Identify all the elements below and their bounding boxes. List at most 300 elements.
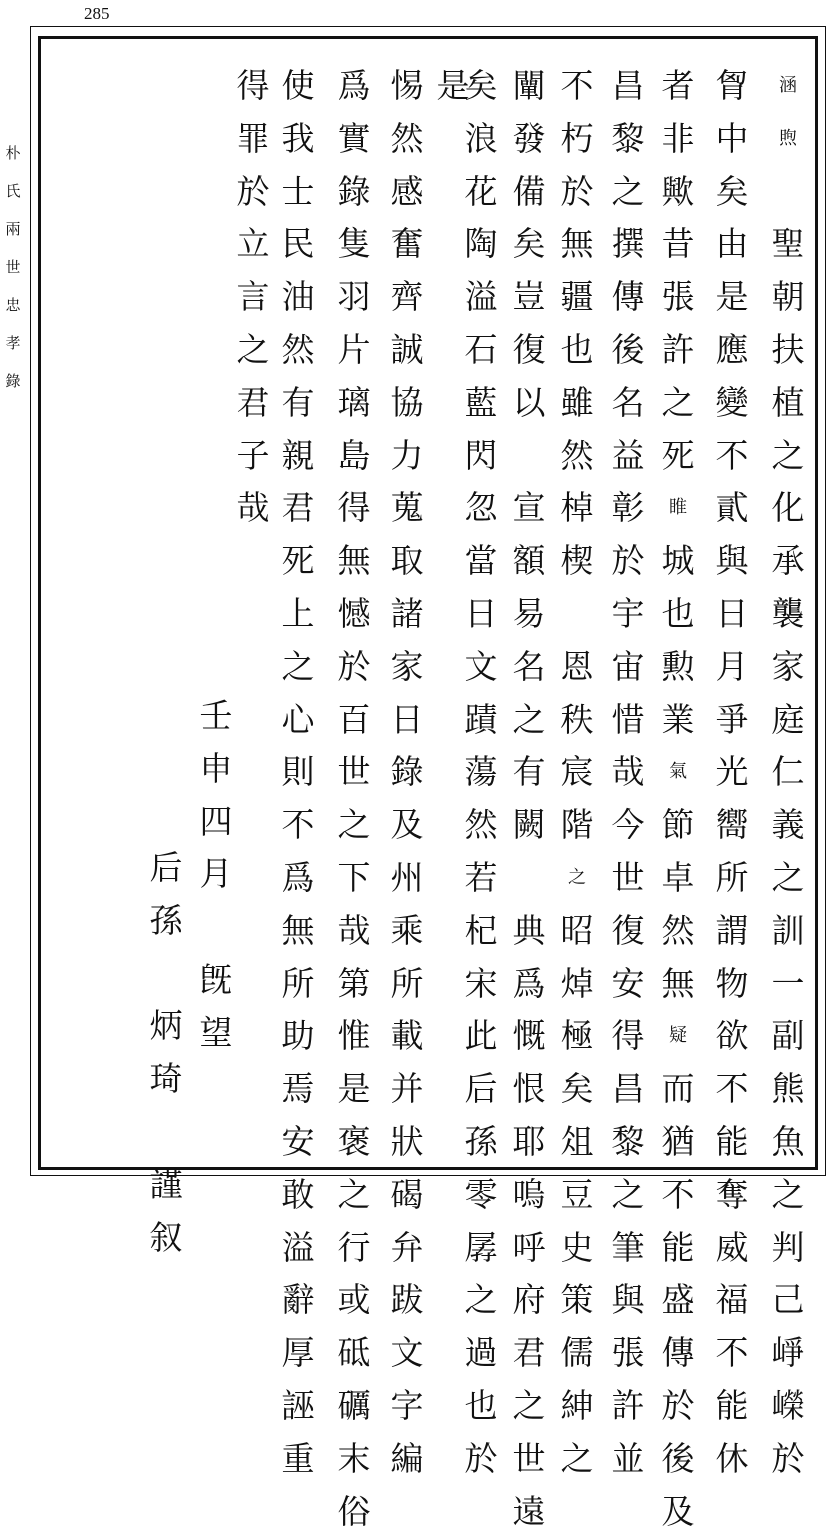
text-char: 心 (281, 699, 315, 739)
text-char: 爭 (715, 699, 749, 739)
text-char: 筆 (611, 1227, 645, 1267)
text-char: 安 (281, 1121, 315, 1161)
text-char: 矣 (560, 1069, 594, 1109)
text-char: 是 (337, 1069, 371, 1109)
text-char: 過 (464, 1333, 498, 1373)
signature-char: 琦 (149, 1059, 183, 1099)
text-char: 疆 (560, 277, 594, 317)
text-char: 中 (715, 118, 749, 158)
text-char: 義 (771, 805, 805, 845)
text-char: 無 (661, 963, 695, 1003)
text-column (652, 60, 704, 1538)
text-char: 與 (611, 1280, 645, 1320)
text-char: 惜 (611, 699, 645, 739)
text-char: 當 (464, 541, 498, 581)
text-char: 楔 (560, 541, 594, 581)
text-char: 協 (390, 382, 424, 422)
text-char: 者 (661, 66, 695, 105)
text-char: 於 (337, 646, 371, 686)
text-char: 及 (390, 805, 424, 845)
text-char: 俎 (560, 1121, 594, 1161)
text-char: 是 (715, 277, 749, 317)
text-char: 孱 (464, 1227, 498, 1267)
text-char: 昔 (661, 224, 695, 264)
text-char: 得 (611, 1016, 645, 1056)
text-char: 君 (236, 382, 270, 422)
text-char: 恩 (560, 646, 594, 686)
text-char: 氣 (669, 761, 687, 783)
text-char (503, 852, 555, 905)
signature-char: 炳 (149, 1006, 183, 1046)
text-column (551, 60, 603, 1486)
text-char: 欲 (715, 1016, 749, 1056)
text-char: 乘 (390, 910, 424, 950)
text-char: 也 (464, 1385, 498, 1425)
text-char: 聖 (771, 224, 805, 264)
text-char: 所 (281, 963, 315, 1003)
text-char: 之 (771, 435, 805, 475)
text-char: 一 (771, 963, 805, 1003)
text-char: 於 (464, 1438, 498, 1478)
text-char: 百 (337, 699, 371, 739)
text-column (227, 60, 279, 535)
text-char: 閃 (464, 435, 498, 475)
text-char: 並 (611, 1438, 645, 1478)
text-char: 策 (560, 1280, 594, 1320)
text-char: 碣 (390, 1174, 424, 1214)
text-char: 於 (611, 541, 645, 581)
text-char: 諸 (390, 593, 424, 633)
text-char: 仁 (771, 752, 805, 792)
text-char: 家 (771, 646, 805, 686)
text-column (602, 60, 654, 1486)
text-char: 而 (661, 1069, 695, 1109)
text-char: 然 (661, 910, 695, 950)
signature-char (140, 948, 192, 1001)
text-char: 化 (771, 488, 805, 528)
text-char: 嚮 (715, 805, 749, 845)
text-char: 不 (560, 66, 594, 105)
text-char: 之 (512, 699, 546, 739)
text-char: 昌 (611, 66, 645, 105)
text-char: 休 (715, 1438, 749, 1478)
text-char: 威 (715, 1227, 749, 1267)
text-char: 齊 (390, 277, 424, 317)
text-char: 朽 (560, 118, 594, 158)
text-char: 於 (661, 1385, 695, 1425)
text-char: 跋 (390, 1280, 424, 1320)
signature-char (190, 901, 242, 954)
text-char: 朝 (771, 277, 805, 317)
text-char: 彰 (611, 488, 645, 528)
text-char: 得 (236, 66, 270, 105)
text-char: 家 (390, 646, 424, 686)
text-char: 宸 (560, 752, 594, 792)
text-char: 階 (560, 805, 594, 845)
text-char: 花 (464, 171, 498, 211)
signature-char: 旣 (199, 959, 233, 999)
text-column (427, 60, 479, 113)
text-char: 歟 (661, 171, 695, 211)
text-column (503, 60, 555, 1538)
text-char: 砥 (337, 1333, 371, 1373)
text-char: 盛 (661, 1280, 695, 1320)
text-char: 之 (560, 1438, 594, 1478)
text-char: 光 (715, 752, 749, 792)
text-char: 煦 (779, 127, 797, 149)
text-char: 片 (337, 329, 371, 369)
text-char: 君 (281, 488, 315, 528)
text-char: 哉 (611, 752, 645, 792)
text-char: 於 (771, 1438, 805, 1478)
text-char: 能 (661, 1227, 695, 1267)
text-char: 所 (715, 857, 749, 897)
text-char: 矣 (464, 66, 498, 105)
side-title-char: 朴 (5, 144, 21, 162)
text-char: 節 (661, 805, 695, 845)
text-char: 爲 (512, 963, 546, 1003)
text-char: 府 (512, 1280, 546, 1320)
text-char: 庭 (771, 699, 805, 739)
text-char: 若 (464, 857, 498, 897)
text-char: 島 (337, 435, 371, 475)
signature-char: 壬 (199, 696, 233, 735)
text-char: 然 (281, 329, 315, 369)
text-char (503, 430, 555, 483)
text-char: 杞 (464, 910, 498, 950)
text-char: 業 (661, 699, 695, 739)
text-char: 紳 (560, 1385, 594, 1425)
text-char: 世 (337, 752, 371, 792)
text-char: 闕 (512, 805, 546, 845)
text-char: 判 (771, 1227, 805, 1267)
text-char: 無 (281, 910, 315, 950)
text-char: 恨 (512, 1069, 546, 1109)
text-char: 極 (560, 1016, 594, 1056)
signature-char: 望 (199, 1012, 233, 1052)
text-char: 慨 (512, 1016, 546, 1056)
text-char: 城 (661, 541, 695, 581)
text-char: 士 (281, 171, 315, 211)
text-char: 與 (715, 541, 749, 581)
text-char: 猶 (661, 1121, 695, 1161)
text-char: 奮 (390, 224, 424, 264)
side-title-char: 忠 (5, 296, 21, 314)
text-char: 第 (337, 963, 371, 1003)
text-char: 宇 (611, 593, 645, 633)
text-char: 復 (611, 910, 645, 950)
text-char: 應 (715, 329, 749, 369)
text-char: 傳 (611, 277, 645, 317)
text-char: 勲 (661, 646, 695, 686)
text-char: 變 (715, 382, 749, 422)
text-char: 也 (560, 329, 594, 369)
text-char: 許 (661, 329, 695, 369)
text-char: 親 (281, 435, 315, 475)
text-char: 以 (512, 382, 546, 422)
text-char: 死 (661, 435, 695, 475)
text-char: 之 (337, 1174, 371, 1214)
text-char: 末 (337, 1438, 371, 1478)
text-char: 辭 (281, 1280, 315, 1320)
text-char: 史 (560, 1227, 594, 1267)
text-char: 卓 (661, 857, 695, 897)
text-char: 下 (337, 857, 371, 897)
text-char: 得 (337, 488, 371, 528)
text-char: 爲 (281, 857, 315, 897)
text-char: 耶 (512, 1121, 546, 1161)
text-char: 焯 (560, 963, 594, 1003)
text-char: 溢 (281, 1227, 315, 1267)
text-column (455, 60, 507, 1486)
text-column (706, 60, 758, 1486)
signature-char: 后 (149, 848, 183, 887)
text-char: 典 (512, 910, 546, 950)
text-char: 之 (771, 1174, 805, 1214)
text-char: 安 (611, 963, 645, 1003)
text-char: 蹟 (464, 699, 498, 739)
text-char: 非 (661, 118, 695, 158)
side-title-char: 氏 (5, 182, 21, 200)
text-char: 不 (715, 1333, 749, 1373)
text-char: 許 (611, 1385, 645, 1425)
text-char: 之 (281, 646, 315, 686)
text-char: 豈 (512, 277, 546, 317)
text-char: 則 (281, 752, 315, 792)
text-char: 闡 (512, 66, 546, 105)
text-column (762, 60, 814, 1486)
text-char: 然 (390, 118, 424, 158)
text-char: 雖 (560, 382, 594, 422)
text-char: 陶 (464, 224, 498, 264)
text-char: 宣 (512, 488, 546, 528)
text-char: 憾 (337, 593, 371, 633)
text-char: 日 (390, 699, 424, 739)
text-char: 蕩 (464, 752, 498, 792)
text-char: 能 (715, 1385, 749, 1425)
text-char: 錄 (337, 171, 371, 211)
text-char: 取 (390, 541, 424, 581)
text-char: 哉 (236, 488, 270, 528)
text-char: 隻 (337, 224, 371, 264)
page-number: 285 (84, 4, 110, 23)
text-char: 厚 (281, 1333, 315, 1373)
text-char: 孫 (464, 1121, 498, 1161)
text-char: 子 (236, 435, 270, 475)
text-char: 遠 (512, 1491, 546, 1531)
text-char: 文 (464, 646, 498, 686)
text-char: 矣 (715, 171, 749, 211)
text-char: 棹 (560, 488, 594, 528)
text-char: 謂 (715, 910, 749, 950)
text-char: 弁 (390, 1227, 424, 1267)
text-char: 惟 (337, 1016, 371, 1056)
text-char: 世 (611, 857, 645, 897)
text-char: 使 (281, 66, 315, 105)
text-char: 不 (715, 435, 749, 475)
text-char: 君 (512, 1333, 546, 1373)
text-char: 備 (512, 171, 546, 211)
text-char: 然 (464, 805, 498, 845)
text-char: 益 (611, 435, 645, 475)
text-char: 疑 (669, 1025, 687, 1047)
text-char: 呼 (512, 1227, 546, 1267)
text-char: 扶 (771, 329, 805, 369)
text-column (272, 60, 324, 1486)
text-char: 所 (390, 963, 424, 1003)
text-char: 之 (661, 382, 695, 422)
text-char: 載 (390, 1016, 424, 1056)
text-char: 日 (464, 593, 498, 633)
text-char: 胷 (715, 66, 749, 105)
text-char: 及 (661, 1491, 695, 1531)
signature-char: 四 (199, 801, 233, 841)
text-char: 不 (715, 1069, 749, 1109)
text-char: 此 (464, 1016, 498, 1056)
text-char: 熊 (771, 1069, 805, 1109)
text-char: 焉 (281, 1069, 315, 1109)
text-char: 奪 (715, 1174, 749, 1214)
text-char: 昌 (611, 1069, 645, 1109)
text-char: 己 (771, 1280, 805, 1320)
text-char: 後 (611, 329, 645, 369)
text-char: 立 (236, 224, 270, 264)
text-char: 惕 (390, 66, 424, 105)
text-char: 襲 (771, 593, 805, 633)
text-char: 并 (390, 1069, 424, 1109)
text-char: 實 (337, 118, 371, 158)
signature-author-line (140, 842, 192, 1264)
text-char: 之 (236, 329, 270, 369)
text-char: 今 (611, 805, 645, 845)
text-char: 矣 (512, 224, 546, 264)
text-char: 然 (560, 435, 594, 475)
signature-char: 月 (199, 854, 233, 894)
text-char: 豆 (560, 1174, 594, 1214)
signature-char: 申 (199, 748, 233, 788)
text-char: 上 (281, 593, 315, 633)
side-title-char: 錄 (5, 372, 21, 390)
text-char: 忽 (464, 488, 498, 528)
text-char: 無 (560, 224, 594, 264)
text-char: 或 (337, 1280, 371, 1320)
text-char: 植 (771, 382, 805, 422)
text-char: 有 (281, 382, 315, 422)
text-char: 崢 (771, 1333, 805, 1373)
text-column (381, 60, 433, 1486)
text-char: 嶸 (771, 1385, 805, 1425)
text-char: 之 (337, 805, 371, 845)
text-column (328, 60, 380, 1538)
text-char: 哉 (337, 910, 371, 950)
signature-char: 叙 (149, 1217, 183, 1257)
text-char: 額 (512, 541, 546, 581)
text-char: 爲 (337, 66, 371, 105)
text-char: 之 (512, 1385, 546, 1425)
text-char: 言 (236, 277, 270, 317)
text-char: 名 (611, 382, 645, 422)
text-char: 宋 (464, 963, 498, 1003)
text-char: 有 (512, 752, 546, 792)
text-char: 俗 (337, 1491, 371, 1531)
signature-date-line (190, 690, 242, 1060)
text-char: 褒 (337, 1121, 371, 1161)
signature-char (140, 1106, 192, 1159)
text-char: 之 (771, 857, 805, 897)
text-char: 易 (512, 593, 546, 633)
text-char: 重 (281, 1438, 315, 1478)
text-char: 之 (611, 171, 645, 211)
text-char: 璃 (337, 382, 371, 422)
text-char: 后 (464, 1069, 498, 1109)
text-char: 承 (771, 541, 805, 581)
side-title-char: 世 (5, 258, 21, 276)
text-char: 月 (715, 646, 749, 686)
text-char: 由 (715, 224, 749, 264)
text-char: 礪 (337, 1385, 371, 1425)
text-char: 行 (337, 1227, 371, 1267)
text-char: 儒 (560, 1333, 594, 1373)
signature-char: 孫 (149, 900, 183, 940)
text-char: 感 (390, 171, 424, 211)
text-char: 罪 (236, 118, 270, 158)
text-char: 名 (512, 646, 546, 686)
text-char: 零 (464, 1174, 498, 1214)
text-char: 物 (715, 963, 749, 1003)
text-char: 宙 (611, 646, 645, 686)
text-char: 嗚 (512, 1174, 546, 1214)
text-char: 藍 (464, 382, 498, 422)
text-char: 睢 (669, 497, 687, 519)
text-char: 州 (390, 857, 424, 897)
text-char: 敢 (281, 1174, 315, 1214)
text-char: 助 (281, 1016, 315, 1056)
text-char: 魚 (771, 1121, 805, 1161)
text-char: 能 (715, 1121, 749, 1161)
text-char: 之 (464, 1280, 498, 1320)
text-char: 傳 (661, 1333, 695, 1373)
side-title-char: 兩 (5, 220, 21, 238)
text-char: 後 (661, 1438, 695, 1478)
text-char: 貳 (715, 488, 749, 528)
text-char: 復 (512, 329, 546, 369)
text-char: 秩 (560, 699, 594, 739)
text-char: 涵 (779, 75, 797, 96)
text-char: 撰 (611, 224, 645, 264)
text-char: 黎 (611, 1121, 645, 1161)
text-char: 之 (611, 1174, 645, 1214)
text-char: 油 (281, 277, 315, 317)
text-char: 民 (281, 224, 315, 264)
text-char: 之 (568, 866, 586, 888)
text-char: 編 (390, 1438, 424, 1478)
text-char: 福 (715, 1280, 749, 1320)
text-char: 張 (661, 277, 695, 317)
text-char: 無 (337, 541, 371, 581)
text-char: 不 (661, 1174, 695, 1214)
text-char: 發 (512, 118, 546, 158)
text-char: 字 (390, 1385, 424, 1425)
text-char: 蒐 (390, 488, 424, 528)
text-char: 也 (661, 593, 695, 633)
text-char: 浪 (464, 118, 498, 158)
side-title-char: 孝 (5, 334, 21, 352)
text-char: 文 (390, 1333, 424, 1373)
text-char: 訓 (771, 910, 805, 950)
text-char: 副 (771, 1016, 805, 1056)
side-title (4, 134, 22, 400)
text-char (551, 588, 603, 641)
